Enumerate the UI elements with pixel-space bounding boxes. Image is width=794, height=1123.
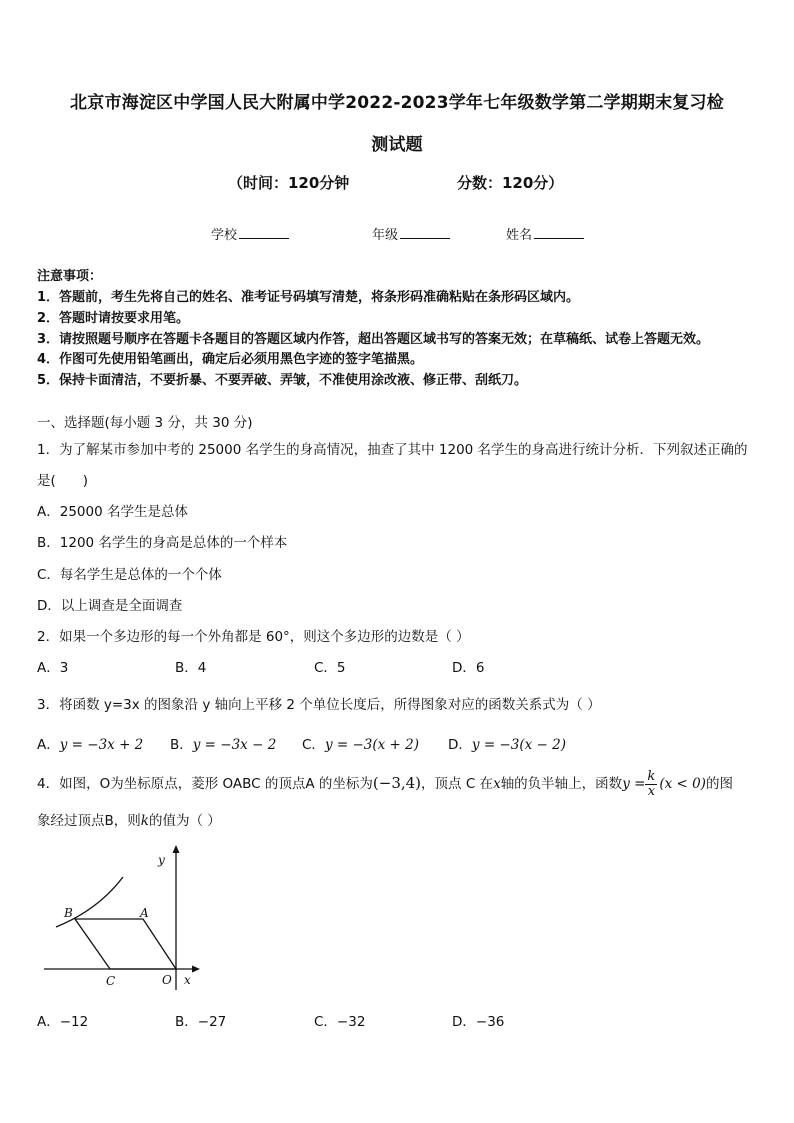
q3-option-d [448,733,566,753]
q4-stem-part: 象经过顶点B，则 [37,813,141,829]
q3-option-a-formula: 𝑦 = −3𝑥 + 2 [59,737,144,753]
q4-function-lhs: y = [622,776,646,792]
q4-option-c: C．−32 [314,1014,366,1030]
q3-option-a-label: A． [37,737,60,753]
school-field [211,224,289,243]
q4-stem-part: 轴的负半轴上，函数 [500,776,623,792]
q3-option-a [37,733,143,753]
school-blank[interactable] [239,228,289,239]
name-label: 姓名 [506,228,533,243]
q1-option-c: C．每名学生是总体的一个个体 [37,567,222,583]
q3-option-b [170,733,276,753]
q1-stem: 1．为了解某市参加中考的 25000 名学生的身高情况，抽查了其中 1200 名学生的身高进行统计分析．下列叙述正确的 [37,442,748,458]
q4-figure [38,842,208,992]
point-c-label: C [106,974,116,988]
point-a-label: A [140,906,149,920]
q3-option-d-formula: 𝑦 = −3(𝑥 − 2) [471,737,566,753]
q4-stem-part: 的图 [705,776,733,792]
q4-coordinate: (−3,4) [372,774,422,792]
q1-stem-continued: 是( ) [37,473,89,489]
x-axis-label: x [184,973,191,987]
q4-option-b: B．−27 [175,1014,227,1030]
time-limit: （时间：120分钟 [228,174,350,192]
q4-option-d: D．−36 [452,1014,505,1030]
q4-x-variable: x [493,776,501,792]
grade-field [372,224,450,243]
note-item: 4．作图可先使用铅笔画出，确定后必须用黑色字迹的签字笔描黑。 [37,352,424,367]
q3-option-b-formula: 𝑦 = −3𝑥 − 2 [192,737,277,753]
note-item: 5．保持卡面清洁，不要折暴、不要弄破、弄皱，不准使用涂改液、修正带、刮纸刀。 [37,373,528,388]
q2-option-b: B．4 [175,660,207,676]
q1-option-b: B．1200 名学生的身高是总体的一个样本 [37,535,288,551]
notes-heading: 注意事项： [37,269,103,284]
q4-k-variable: k [140,813,149,829]
y-axis-arrow [173,845,180,853]
q2-option-a: A．3 [37,660,69,676]
q4-stem [37,766,733,800]
q4-stem-part: 4．如图，O为坐标原点，菱形 OABC 的顶点A 的坐标为 [37,776,373,792]
x-axis-arrow [192,966,200,973]
point-b-label: B [64,906,73,920]
q1-option-d: D．以上调查是全面调查 [37,598,183,614]
q4-stem-part: 的值为（ ） [148,813,221,829]
q3-option-c [302,733,419,753]
note-item: 3．请按照题号顺序在答题卡各题目的答题区域内作答，超出答题区域书写的答案无效；在草稿纸、试卷上答题无效。 [37,332,710,347]
q4-fraction-denominator: x [647,783,656,799]
q3-option-b-label: B． [170,737,193,753]
page-title: 北京市海淀区中学国人民大附属中学2022-2023学年七年级数学第二学期期末复习检 [70,93,724,113]
y-axis-label: y [158,853,165,867]
total-score: 分数：120分） [457,174,564,192]
q4-fraction-numerator: k [647,768,656,784]
q4-stem-part: ，顶点 C 在 [421,776,494,792]
name-blank[interactable] [534,228,584,239]
q3-option-d-label: D． [448,737,472,753]
q2-stem: 2．如果一个多边形的每一个外角都是 60°，则这个多边形的边数是（ ） [37,629,470,645]
origin-label: O [162,973,172,987]
q4-condition: (x < 0) [659,776,706,792]
note-item: 2．答题时请按要求用笔。 [37,311,190,326]
section-heading: 一、选择题(每小题 3 分，共 30 分) [37,415,253,431]
grade-blank[interactable] [400,228,450,239]
q4-fraction [645,770,657,799]
name-field [506,224,584,243]
grade-label: 年级 [372,228,399,243]
q3-option-c-formula: 𝑦 = −3(𝑥 + 2) [324,737,419,753]
q3-option-c-label: C． [302,737,325,753]
q4-stem-continued [37,809,221,829]
note-item: 1．答题前，考生先将自己的姓名、准考证号码填写清楚，将条形码准确粘贴在条形码区域内。 [37,290,580,305]
q3-stem: 3．将函数 y=3x 的图象沿 y 轴向上平移 2 个单位长度后，所得图象对应的函数关系式为（ ） [37,697,601,713]
q2-option-c: C．5 [314,660,346,676]
school-label: 学校 [211,228,238,243]
rhombus-oabc [75,919,176,969]
q2-option-d: D．6 [452,660,485,676]
q1-option-a: A．25000 名学生是总体 [37,504,188,520]
q4-option-a: A．−12 [37,1014,89,1030]
page-title-continued: 测试题 [371,135,423,155]
